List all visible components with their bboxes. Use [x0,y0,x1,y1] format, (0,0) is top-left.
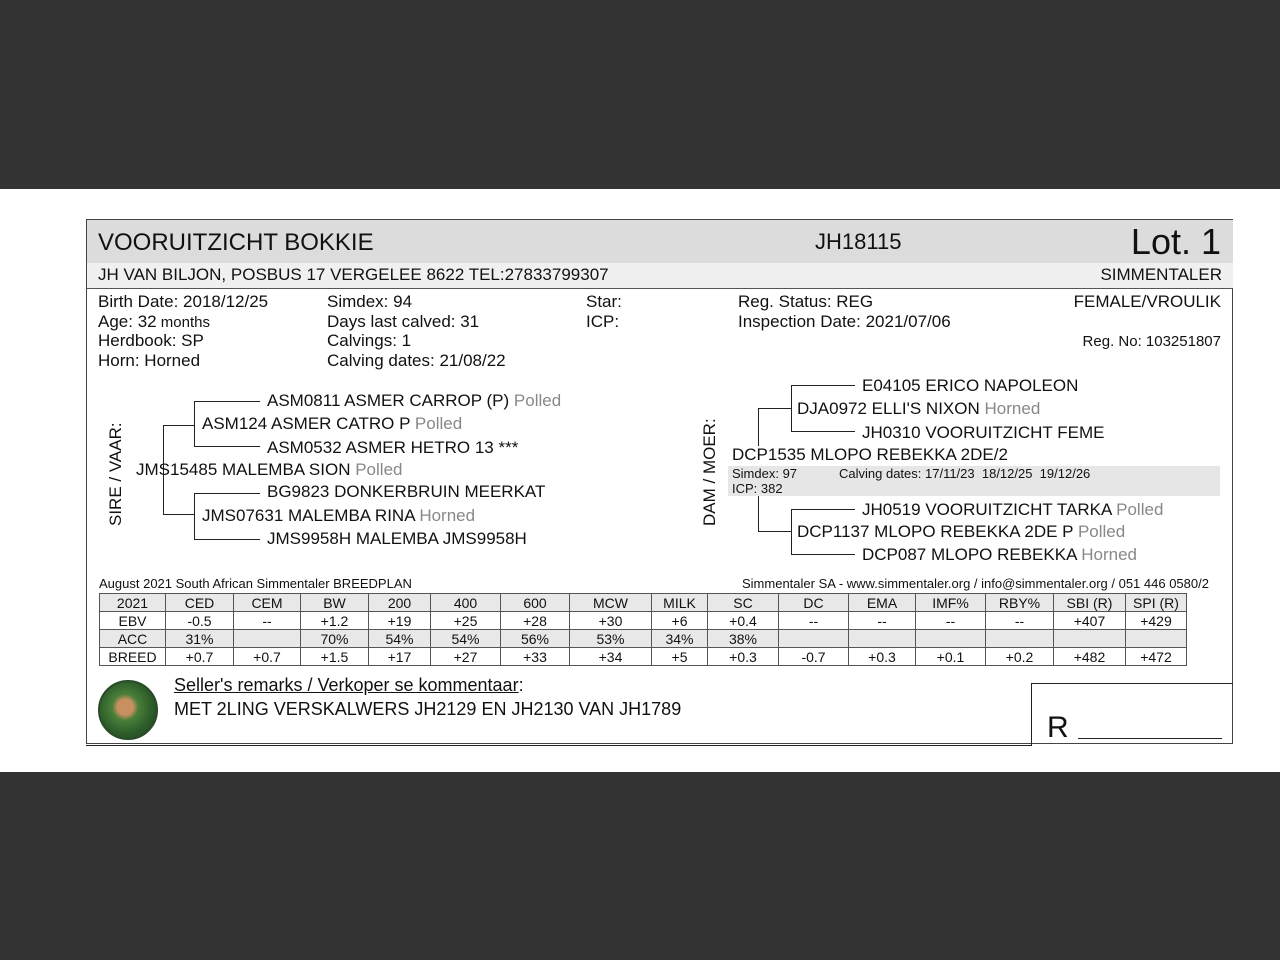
ebv-cell: -- [986,612,1054,630]
ebv-cell: DC [779,594,849,612]
ebv-cell: -- [234,612,301,630]
bid-box-left [1031,683,1032,746]
ebv-cell: 31% [166,630,234,648]
horn-status: Horn: Horned [98,351,201,370]
animal-id: JH18115 [815,229,902,254]
sire-sire-dam [267,438,518,458]
ebv-cell: +28 [501,612,570,630]
dam-label: DAM / MOER: [700,418,719,526]
ebv-cell: +19 [369,612,431,630]
sire-dam-sire [267,482,545,502]
pedigree-note: Horned [984,399,1041,418]
dam-simdex: Simdex: 97 [732,466,798,481]
owner-bar [87,263,1233,289]
ebv-cell [779,630,849,648]
dam-calving-dates: Calving dates: 17/11/23 18/12/25 19/12/26 [839,466,1091,481]
ebv-cell: +0.4 [708,612,779,630]
pedigree-note: Polled [414,414,463,433]
dam-dam-sire [862,500,1163,520]
ebv-cell: +0.2 [986,648,1054,666]
age-value: Age: 32 [98,312,157,331]
card-bottom [86,745,1032,746]
ebv-cell: +30 [570,612,652,630]
pedigree-name: DCP087 MLOPO REBEKKA [862,545,1077,564]
ebv-cell: 54% [369,630,431,648]
pedigree-note: Polled [513,391,562,410]
ebv-cell: +0.3 [708,648,779,666]
pedigree-name: JMS15485 MALEMBA SION [136,460,351,479]
ebv-cell: +0.3 [849,648,916,666]
simmentaler-logo [98,680,158,740]
pedigree-name: BG9823 DONKERBRUIN MEERKAT [267,482,546,501]
ebv-cell: CED [166,594,234,612]
ebv-cell: -- [916,612,986,630]
ebv-row [100,648,1187,666]
age [98,312,210,332]
ebv-cell: +6 [652,612,708,630]
ebv-cell: MCW [570,594,652,612]
ebv-cell: 53% [570,630,652,648]
ebv-cell: +1.5 [301,648,369,666]
pedigree-note: Horned [1081,545,1137,564]
ebv-cell: -- [849,612,916,630]
pedigree-name: ASM0532 ASMER HETRO 13 *** [267,438,519,457]
ebv-cell: +407 [1054,612,1126,630]
pedigree-name: E04105 ERICO NAPOLEON [862,376,1079,395]
ebv-row-label: ACC [100,630,166,648]
sire-dam [202,506,475,526]
pedigree-name: DCP1535 MLOPO REBEKKA 2DE/2 [732,445,1008,464]
pedigree-note: Horned [419,506,476,525]
ebv-cell: SBI (R) [1054,594,1126,612]
bid-line[interactable] [1078,738,1222,739]
days-last-calved: Days last calved: 31 [327,312,480,331]
ebv-cell: +482 [1054,648,1126,666]
reg-status: Reg. Status: REG [738,292,874,311]
calving-dates: Calving dates: 21/08/22 [327,351,506,370]
ebv-cell: 200 [369,594,431,612]
dam-sire-sire [862,376,1078,396]
ebv-cell: 600 [501,594,570,612]
ebv-cell: -0.7 [779,648,849,666]
pedigree-name: JMS07631 MALEMBA RINA [202,506,415,525]
sire [136,460,402,480]
ebv-cell: +34 [570,648,652,666]
ebv-row [100,612,1187,630]
ebv-cell: +0.7 [166,648,234,666]
breed-label: SIMMENTALER [1100,265,1222,284]
breedplan-caption: August 2021 South African Simmentaler BREEDPLAN [99,576,412,591]
remarks-heading [174,675,524,696]
pedigree-name: DCP1137 MLOPO REBEKKA 2DE P [797,522,1074,541]
birth-date: Birth Date: 2018/12/25 [98,292,269,311]
bid-label: R [1047,711,1069,744]
ebv-cell: RBY% [986,594,1054,612]
pedigree-name: DJA0972 ELLI'S NIXON [797,399,980,418]
sire-sire-sire [267,391,561,411]
simdex: Simdex: 94 [327,292,413,311]
ebv-cell: 54% [431,630,501,648]
dam-sire [797,399,1040,419]
ebv-cell: 38% [708,630,779,648]
dam [732,445,1008,465]
sire-label: SIRE / VAAR: [106,422,125,526]
pedigree-name: JH0310 VOORUITZICHT FEME [862,423,1105,442]
dam-dam-dam [862,545,1137,565]
ebv-cell: CEM [234,594,301,612]
ebv-cell: +472 [1126,648,1187,666]
ebv-cell [986,630,1054,648]
pedigree-name: ASM0811 ASMER CARROP (P) [267,391,510,410]
sire-dam-dam [267,529,527,549]
reg-number: Reg. No: 103251807 [1082,333,1221,350]
ebv-cell: SPI (R) [1126,594,1187,612]
ebv-cell: EMA [849,594,916,612]
ebv-cell [1126,630,1187,648]
ebv-cell: +1.2 [301,612,369,630]
remarks-text: MET 2LING VERSKALWERS JH2129 EN JH2130 VAN JH1789 [174,699,682,719]
lot-number: Lot. 1 [1130,221,1221,262]
breedplan-contact: Simmentaler SA - www.simmentaler.org / info@simmentaler.org / 051 446 0580/2 [742,576,1209,591]
ebv-cell [916,630,986,648]
ebv-row [100,630,1187,648]
ebv-cell: +27 [431,648,501,666]
ebv-cell: 400 [431,594,501,612]
ebv-row-label: 2021 [100,594,166,612]
ebv-header-row [100,594,1187,612]
dam-icp: ICP: 382 [732,481,783,496]
remarks-colon: : [518,675,524,695]
ebv-cell: 34% [652,630,708,648]
sex: FEMALE/VROULIK [1073,292,1221,311]
animal-name: VOORUITZICHT BOKKIE [98,229,374,256]
pedigree-name: JMS9958H MALEMBA JMS9958H [267,529,527,548]
ebv-cell: 70% [301,630,369,648]
ebv-cell: BW [301,594,369,612]
ebv-cell: -- [779,612,849,630]
star: Star: [586,292,622,311]
ebv-cell: +0.1 [916,648,986,666]
pedigree-name: ASM124 ASMER CATRO P [202,414,411,433]
owner-details: JH VAN BILJON, POSBUS 17 VERGELEE 8622 TEL:27833799307 [98,265,609,284]
ebv-cell: +429 [1126,612,1187,630]
ebv-cell: 56% [501,630,570,648]
age-unit: months [156,314,210,331]
dam-dam [797,522,1125,542]
pedigree-name: JH0519 VOORUITZICHT TARKA [862,500,1112,519]
ebv-cell: SC [708,594,779,612]
icp: ICP: [586,312,620,331]
ebv-cell: MILK [652,594,708,612]
pedigree-note: Polled [1077,522,1126,541]
ebv-cell: +5 [652,648,708,666]
ebv-cell: +17 [369,648,431,666]
pedigree-note: Polled [355,460,403,479]
ebv-cell: IMF% [916,594,986,612]
pedigree-note: Polled [1116,500,1164,519]
ebv-cell [234,630,301,648]
title-bar [87,220,1233,264]
calvings: Calvings: 1 [327,331,412,350]
ebv-cell: +25 [431,612,501,630]
ebv-cell [849,630,916,648]
herdbook: Herdbook: SP [98,331,204,350]
ebv-cell: +0.7 [234,648,301,666]
ebv-cell [1054,630,1126,648]
ebv-row-label: BREED [100,648,166,666]
dam-sire-dam [862,423,1104,443]
bid-box-top [1031,683,1233,684]
ebv-table [99,593,1187,666]
ebv-cell: +33 [501,648,570,666]
inspection-date: Inspection Date: 2021/07/06 [738,312,951,331]
ebv-cell: -0.5 [166,612,234,630]
ebv-row-label: EBV [100,612,166,630]
remarks-heading-text: Seller's remarks / Verkoper se kommentaar [174,675,519,695]
sire-sire [202,414,462,434]
